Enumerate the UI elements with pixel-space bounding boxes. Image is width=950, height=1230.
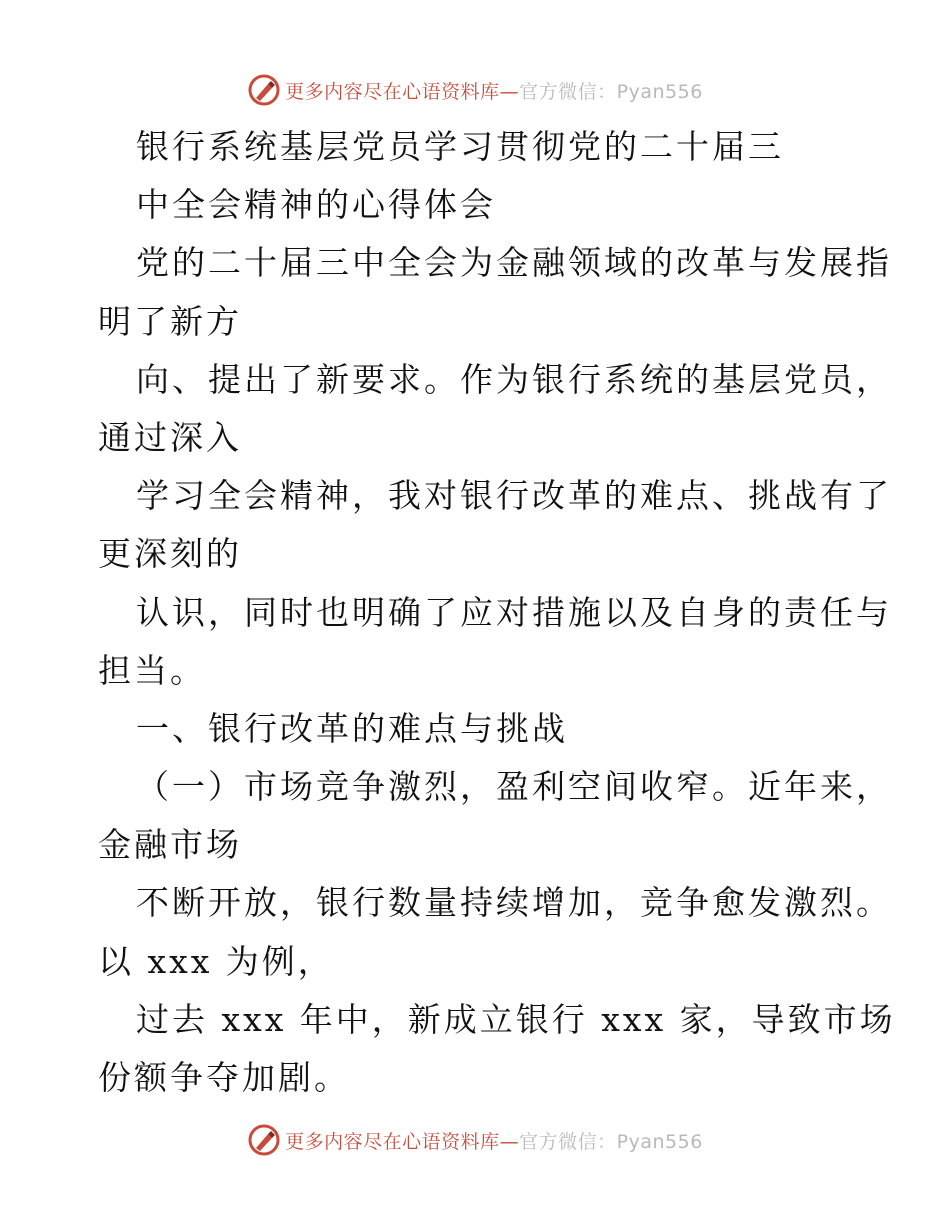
text-line: 认识，同时也明确了应对措施以及自身的责任与: [136, 592, 892, 632]
text-line: （一）市场竞争激烈，盈利空间收窄。近年来，: [136, 767, 892, 807]
watermark-suffix: 官方微信：Pyan556: [519, 80, 703, 103]
pen-logo-icon: [247, 73, 281, 107]
text-line: 明了新方: [98, 301, 242, 341]
watermark-banner-bottom: [0, 1120, 950, 1160]
text-line: 通过深入: [98, 417, 242, 457]
watermark-text: 更多内容尽在心语资料库: [285, 80, 500, 103]
watermark-suffix: 官方微信：Pyan556: [519, 1130, 703, 1153]
text-line: 担当。: [98, 650, 206, 690]
text-line: 党的二十届三中全会为金融领域的改革与发展指: [136, 243, 892, 283]
watermark-separator: —: [499, 1130, 520, 1153]
text-line: 中全会精神的心得体会: [136, 185, 496, 225]
watermark-separator: —: [499, 80, 520, 103]
text-line: 向、提出了新要求。作为银行系统的基层党员，: [136, 359, 892, 399]
text-line: 金融市场: [98, 825, 242, 865]
text-line: 过去 xxx 年中，新成立银行 xxx 家，导致市场: [136, 999, 896, 1039]
text-line: 学习全会精神，我对银行改革的难点、挑战有了: [136, 476, 892, 516]
document-body: [98, 118, 896, 1107]
text-line: 更深刻的: [98, 534, 242, 574]
watermark-text: 更多内容尽在心语资料库: [285, 1130, 500, 1153]
text-line: 不断开放，银行数量持续增加，竞争愈发激烈。: [136, 883, 892, 923]
watermark-banner-top: [0, 70, 950, 110]
text-line: 一、银行改革的难点与挑战: [136, 708, 568, 748]
pen-logo-icon: [247, 1123, 281, 1157]
text-line: 以 xxx 为例，: [98, 941, 334, 981]
text-line: 份额争夺加剧。: [98, 1058, 350, 1097]
text-line: 银行系统基层党员学习贯彻党的二十届三: [136, 127, 784, 166]
